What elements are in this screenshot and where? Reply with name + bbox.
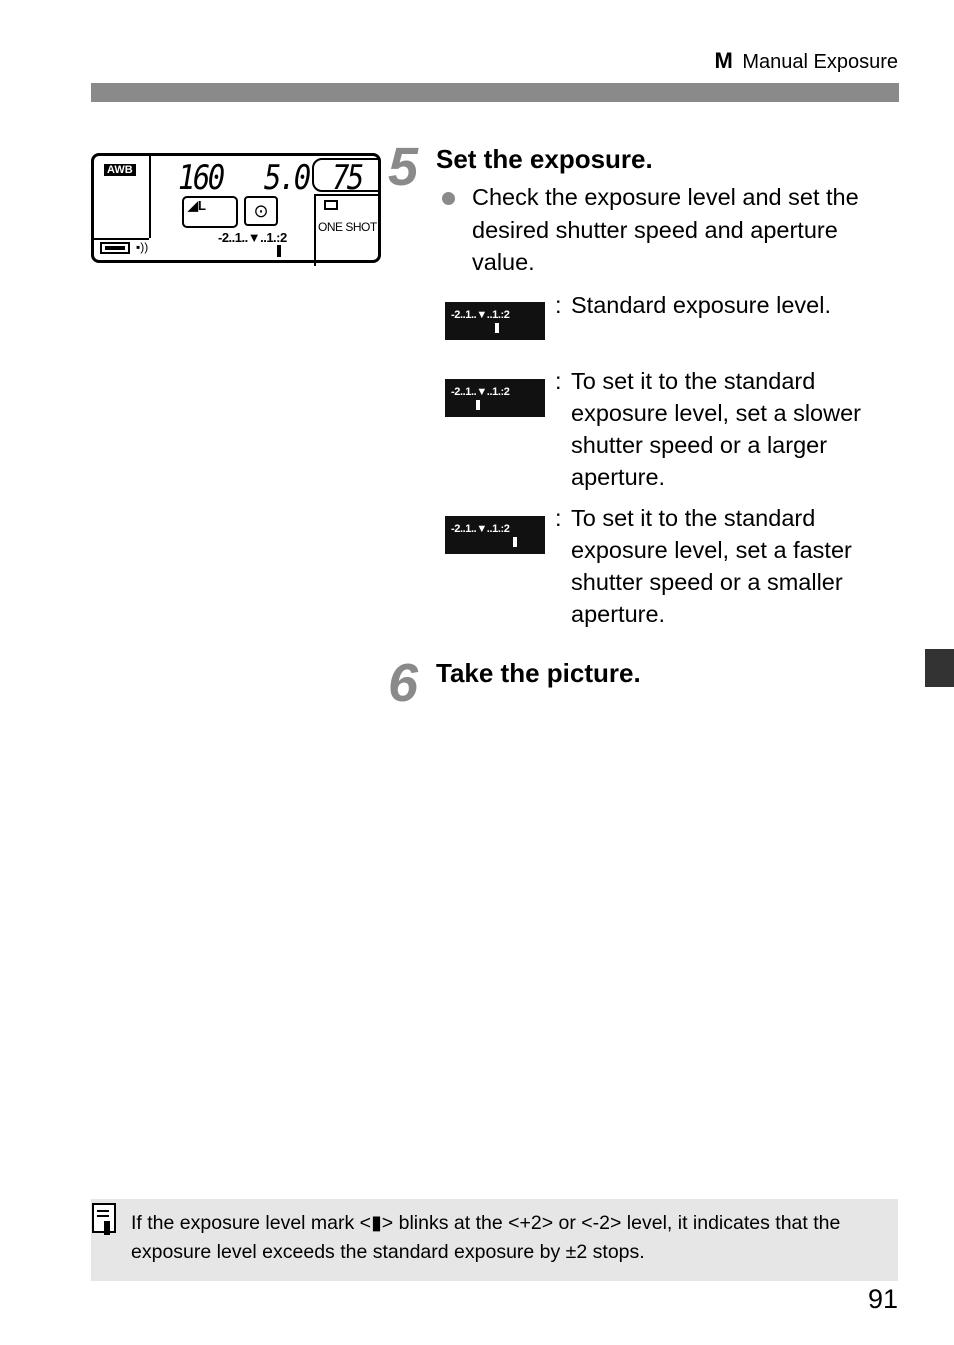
shutter-value: 75 bbox=[332, 158, 362, 198]
bullet-item bbox=[442, 181, 902, 279]
lcd-divider bbox=[149, 156, 151, 238]
iso-value: 160 bbox=[178, 158, 223, 198]
meter-scale: -2..1..▼..1.:2 bbox=[451, 386, 510, 398]
mode-label: M bbox=[714, 48, 733, 73]
exposure-meter-over bbox=[445, 516, 545, 554]
description-text: Standard exposure level. bbox=[571, 292, 831, 318]
step-number: 5 bbox=[388, 137, 419, 197]
exposure-meter-standard bbox=[445, 302, 545, 340]
meter-description bbox=[555, 289, 900, 321]
header-title: Manual Exposure bbox=[742, 51, 898, 73]
colon: : bbox=[555, 292, 562, 318]
battery-icon bbox=[100, 242, 130, 254]
page-number: 91 bbox=[867, 1284, 898, 1314]
drive-icon bbox=[324, 200, 338, 210]
chapter-tab bbox=[925, 649, 954, 687]
meter-scale: -2..1..▼..1.:2 bbox=[451, 523, 510, 535]
white-balance-label: AWB bbox=[104, 164, 136, 176]
header-bar bbox=[91, 83, 899, 102]
step-title: Set the exposure. bbox=[436, 144, 653, 174]
exposure-scale: -2..1..▼..1.:2 bbox=[218, 230, 287, 245]
metering-icon: ⊙ bbox=[244, 196, 278, 226]
note-text: If the exposure level mark <▮> blinks at the <+2> or <-2> level, it indicates that the exposure level exceeds the standard exposure by ±2 stops. bbox=[131, 1212, 841, 1263]
wifi-icon: ▪)) bbox=[136, 240, 149, 254]
colon: : bbox=[555, 368, 562, 394]
bullet-icon bbox=[442, 192, 455, 205]
meter-mark bbox=[513, 537, 517, 547]
exposure-meter-under bbox=[445, 379, 545, 417]
meter-mark bbox=[476, 400, 480, 410]
quality-label: L bbox=[198, 198, 206, 213]
note-icon bbox=[92, 1203, 116, 1233]
quality-icon: ◢L bbox=[182, 196, 238, 228]
description-text: To set it to the standard exposure level, set a slower shutter speed or a larger aperture. bbox=[571, 368, 861, 490]
aperture-value: 5.0 bbox=[264, 158, 309, 198]
step-number: 6 bbox=[388, 653, 419, 713]
step-title: Take the picture. bbox=[436, 658, 641, 688]
colon: : bbox=[555, 505, 562, 531]
note-box bbox=[91, 1199, 898, 1281]
meter-scale: -2..1..▼..1.:2 bbox=[451, 309, 510, 321]
description-text: To set it to the standard exposure level, set a faster shutter speed or a smaller aperture. bbox=[571, 505, 852, 627]
meter-mark bbox=[495, 323, 499, 333]
af-mode-label: ONE SHOT bbox=[318, 220, 377, 234]
bullet-text: Check the exposure level and set the desired shutter speed and aperture value. bbox=[472, 184, 859, 275]
exposure-indicator bbox=[277, 245, 281, 257]
lcd-divider bbox=[314, 194, 316, 266]
lcd-panel bbox=[91, 153, 381, 263]
meter-description bbox=[555, 502, 900, 630]
page-header bbox=[714, 48, 898, 74]
meter-description bbox=[555, 365, 900, 493]
